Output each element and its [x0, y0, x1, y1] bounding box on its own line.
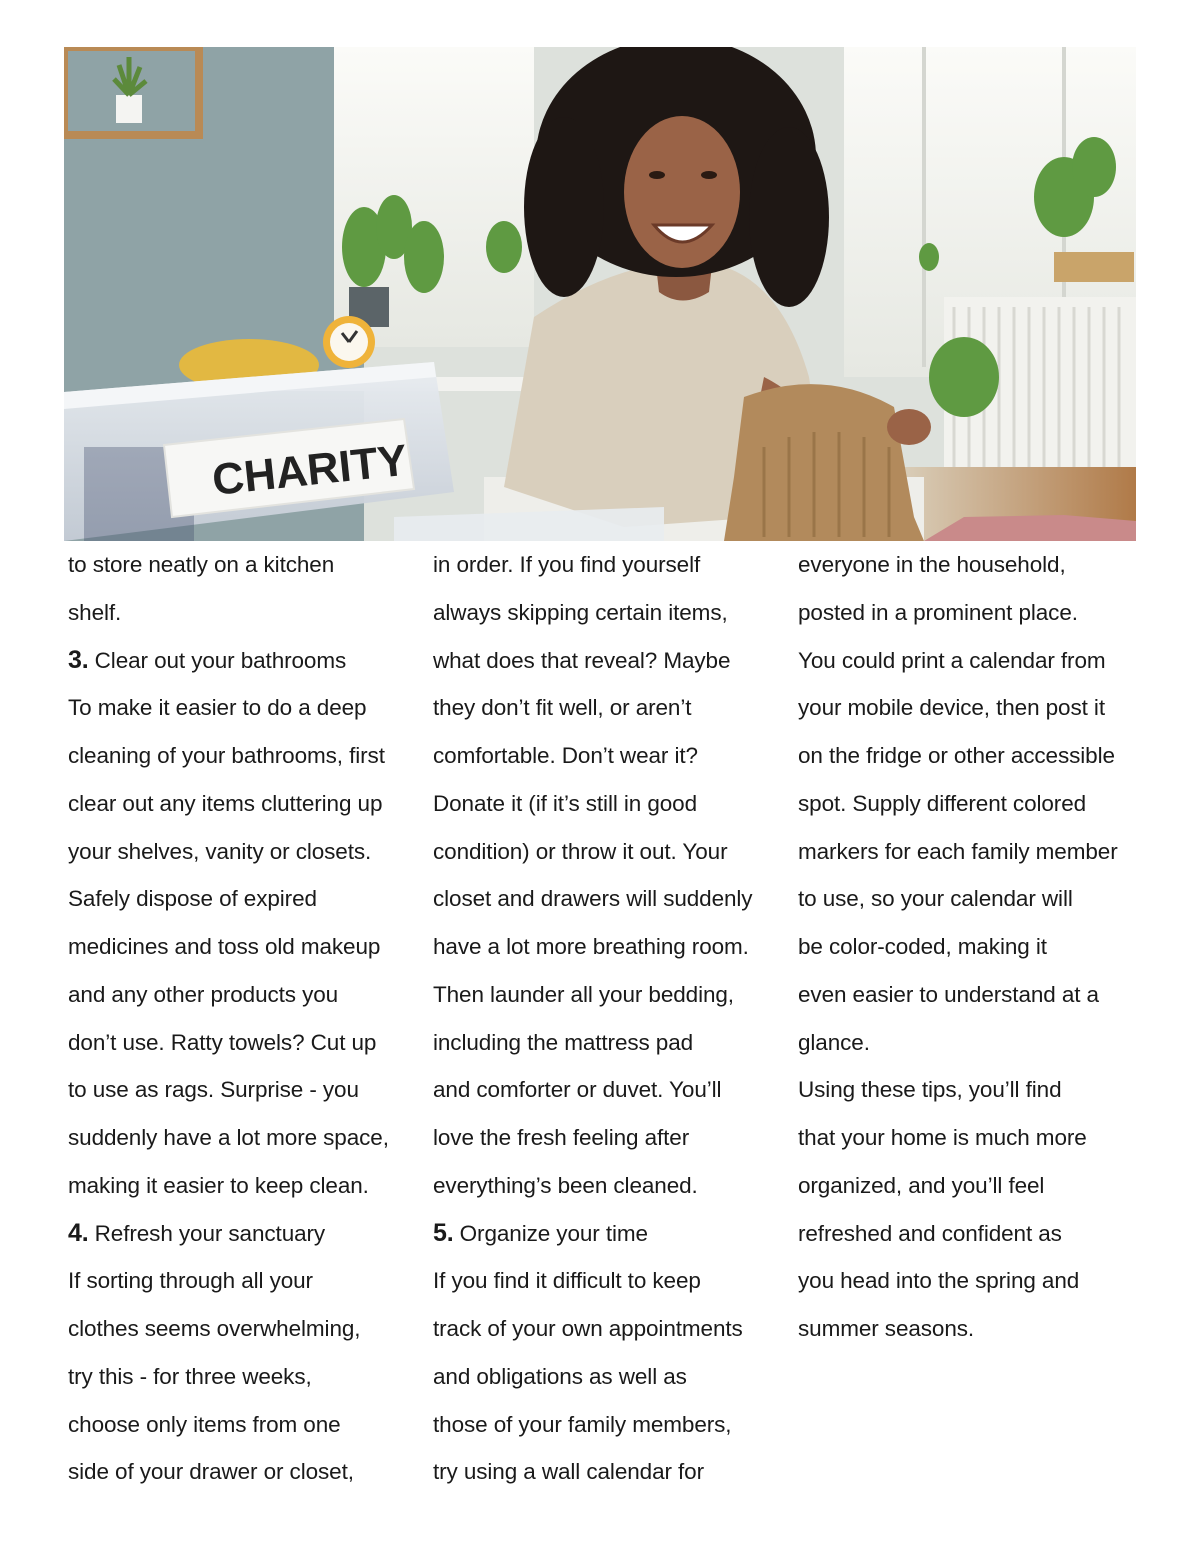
- line-text: medicines and toss old makeup: [68, 934, 381, 959]
- line-text: choose only items from one: [68, 1411, 341, 1437]
- text-line: [433, 780, 778, 828]
- line-text: Using these tips, you’ll find: [798, 1077, 1062, 1103]
- line-text: that your home is much more: [798, 1125, 1087, 1150]
- line-text: suddenly have a lot more space,: [68, 1125, 389, 1150]
- text-line: [433, 589, 778, 637]
- line-text: love the fresh feeling after: [433, 1125, 690, 1150]
- line-text: try this - for three weeks,: [68, 1363, 312, 1389]
- text-line: [798, 1257, 1143, 1305]
- text-line: [433, 1162, 778, 1210]
- text-line: [433, 1066, 778, 1114]
- text-line: [433, 1353, 778, 1401]
- line-text: Safely dispose of expired: [68, 886, 317, 912]
- text-line: [68, 875, 413, 923]
- text-line: [68, 1305, 413, 1353]
- text-line: [433, 1019, 778, 1067]
- section-title: Refresh your sanctuary: [94, 1220, 326, 1246]
- column-3: [798, 541, 1143, 1353]
- text-line: [433, 541, 778, 589]
- text-line: [798, 1162, 1143, 1210]
- text-line: [798, 1019, 1143, 1067]
- line-text: shelf.: [68, 599, 122, 625]
- line-text: everyone in the household,: [798, 552, 1066, 577]
- line-text: you head into the spring and: [798, 1268, 1080, 1294]
- line-text: and comforter or duvet. You’ll: [433, 1077, 722, 1103]
- text-line: [433, 828, 778, 876]
- line-text: refreshed and confident as: [798, 1220, 1062, 1246]
- line-text: they don’t fit well, or aren’t: [433, 695, 692, 721]
- text-line: [433, 732, 778, 780]
- text-line: [798, 1066, 1143, 1114]
- text-line: [798, 541, 1143, 589]
- line-text: including the mattress pad: [433, 1029, 694, 1055]
- line-text: even easier to understand at a: [798, 981, 1099, 1007]
- text-line: [68, 1353, 413, 1401]
- text-line: [798, 780, 1143, 828]
- text-line: [433, 1114, 778, 1162]
- line-text: try using a wall calendar for: [433, 1459, 704, 1485]
- section-number: 3.: [68, 645, 89, 674]
- line-text: To make it easier to do a deep: [68, 695, 367, 721]
- line-text: If sorting through all your: [68, 1268, 313, 1294]
- text-line: [68, 541, 413, 589]
- line-text: what does that reveal? Maybe: [433, 647, 731, 673]
- text-line: [68, 971, 413, 1019]
- text-line: [68, 589, 413, 637]
- text-line: [68, 1257, 413, 1305]
- article-columns: [68, 541, 1148, 1501]
- section-number: 5.: [433, 1218, 454, 1247]
- line-text: You could print a calendar from: [798, 647, 1106, 673]
- text-line: [68, 780, 413, 828]
- line-text: your mobile device, then post it: [798, 695, 1105, 721]
- line-text: posted in a prominent place.: [798, 599, 1078, 625]
- line-text: to use as rags. Surprise - you: [68, 1077, 359, 1103]
- line-text: on the fridge or other accessible: [798, 743, 1115, 768]
- line-text: Then launder all your bedding,: [433, 981, 734, 1007]
- line-text: in order. If you find yourself: [433, 552, 701, 577]
- line-text: and any other products you: [68, 981, 339, 1007]
- line-text: side of your drawer or closet,: [68, 1459, 354, 1485]
- text-line: [798, 684, 1143, 732]
- text-line: [68, 923, 413, 971]
- line-text: summer seasons.: [798, 1316, 975, 1341]
- text-line: [68, 684, 413, 732]
- text-line: [433, 1305, 778, 1353]
- line-text: glance.: [798, 1029, 870, 1055]
- charity-label-text: CHARITY: [209, 435, 410, 505]
- text-line: [798, 1210, 1143, 1258]
- text-line: [433, 875, 778, 923]
- line-text: to store neatly on a kitchen: [68, 552, 335, 577]
- line-text: and obligations as well as: [433, 1363, 687, 1389]
- text-line: [68, 1066, 413, 1114]
- line-text: have a lot more breathing room.: [433, 934, 749, 959]
- text-line: [798, 1114, 1143, 1162]
- line-text: markers for each family member: [798, 838, 1118, 864]
- text-line: [798, 732, 1143, 780]
- text-line: [433, 684, 778, 732]
- text-line: [68, 1401, 413, 1449]
- text-line: [68, 828, 413, 876]
- text-line: [433, 971, 778, 1019]
- line-text: cleaning of your bathrooms, first: [68, 743, 385, 768]
- text-line: [68, 1114, 413, 1162]
- line-text: organized, and you’ll feel: [798, 1172, 1045, 1198]
- text-line: [798, 828, 1143, 876]
- text-line: [68, 1448, 413, 1496]
- text-line: [798, 923, 1143, 971]
- column-1: [68, 541, 413, 1496]
- line-text: to use, so your calendar will: [798, 886, 1073, 912]
- line-text: clear out any items cluttering up: [68, 790, 383, 816]
- line-text: always skipping certain items,: [433, 599, 728, 625]
- line-text: comfortable. Don’t wear it?: [433, 743, 698, 768]
- text-line: [433, 923, 778, 971]
- section-heading: [68, 1210, 413, 1258]
- line-text: making it easier to keep clean.: [68, 1172, 369, 1198]
- section-title: Organize your time: [459, 1220, 648, 1246]
- section-title: Clear out your bathrooms: [94, 647, 347, 673]
- text-line: [798, 875, 1143, 923]
- line-text: closet and drawers will suddenly: [433, 886, 753, 912]
- text-line: [798, 1305, 1143, 1353]
- text-line: [798, 589, 1143, 637]
- line-text: clothes seems overwhelming,: [68, 1316, 361, 1341]
- line-text: condition) or throw it out. Your: [433, 838, 728, 864]
- line-text: be color-coded, making it: [798, 934, 1047, 959]
- text-line: [433, 1257, 778, 1305]
- text-line: [433, 1448, 778, 1496]
- line-text: your shelves, vanity or closets.: [68, 838, 372, 864]
- column-2: [433, 541, 778, 1496]
- line-text: Donate it (if it’s still in good: [433, 790, 698, 816]
- section-number: 4.: [68, 1218, 89, 1247]
- line-text: don’t use. Ratty towels? Cut up: [68, 1029, 377, 1055]
- text-line: [433, 637, 778, 685]
- text-line: [433, 1401, 778, 1449]
- text-line: [68, 732, 413, 780]
- line-text: everything’s been cleaned.: [433, 1172, 698, 1198]
- text-line: [798, 637, 1143, 685]
- line-text: those of your family members,: [433, 1411, 732, 1437]
- section-heading: [433, 1210, 778, 1258]
- person-face: [624, 116, 740, 268]
- line-text: If you find it difficult to keep: [433, 1268, 701, 1294]
- hero-photo: [64, 47, 1136, 541]
- section-heading: [68, 637, 413, 685]
- text-line: [68, 1162, 413, 1210]
- held-sweater: [724, 384, 924, 541]
- line-text: spot. Supply different colored: [798, 790, 1087, 816]
- line-text: track of your own appointments: [433, 1316, 743, 1341]
- text-line: [68, 1019, 413, 1067]
- text-line: [798, 971, 1143, 1019]
